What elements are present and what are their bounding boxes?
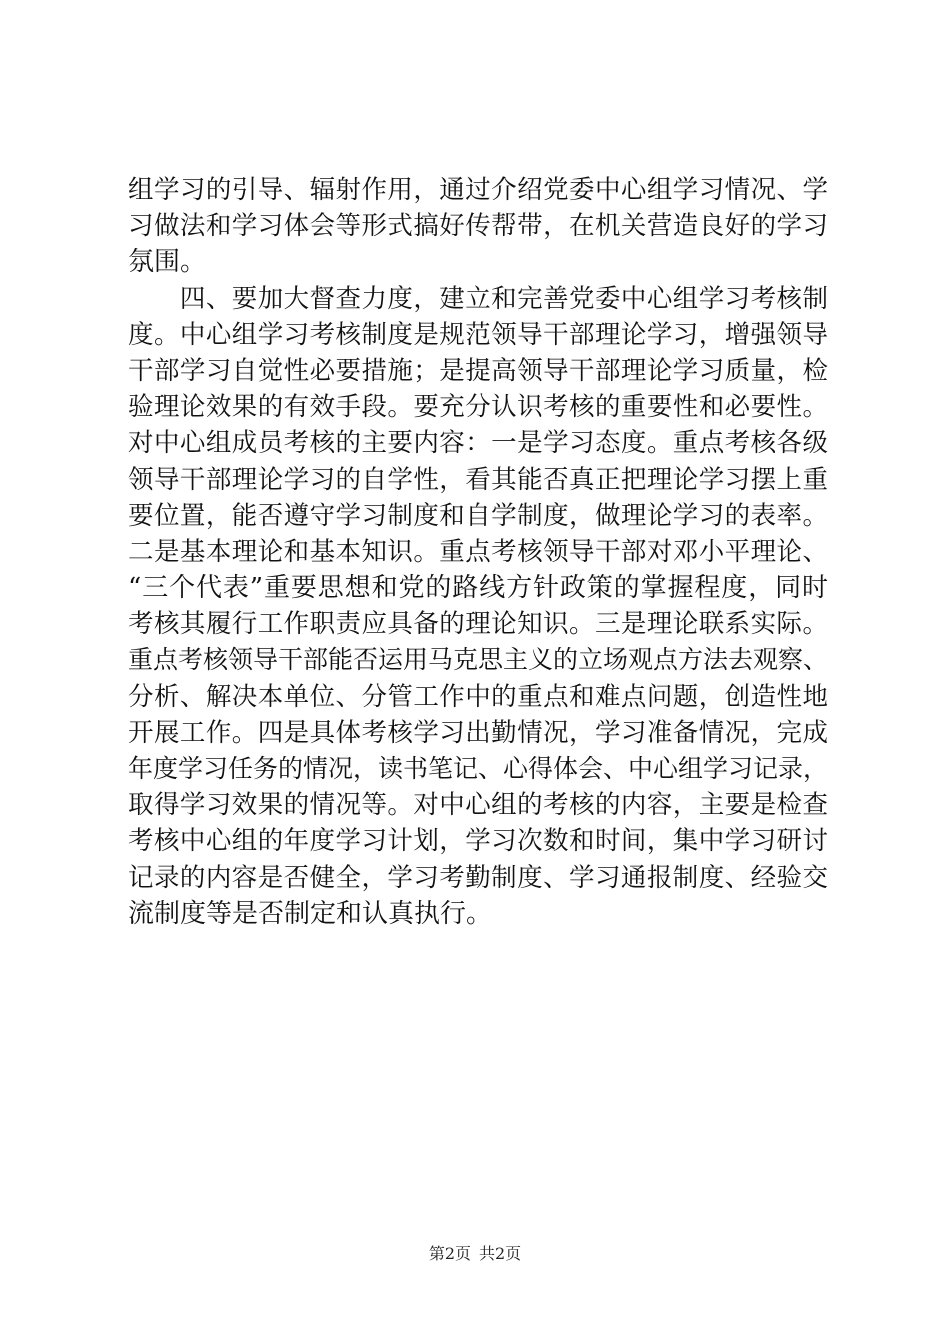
body-line: 组学习的引导、辐射作用，通过介绍党委中心组学习情况、学 [128,175,828,205]
body-line: 度。中心组学习考核制度是规范领导干部理论学习，增强领导 [128,319,828,350]
body-line: 分析、解决本单位、分管工作中的重点和难点问题，创造性地 [128,681,828,712]
body-line: 干部学习自觉性必要措施；是提高领导干部理论学习质量，检 [128,355,828,386]
body-line: 习做法和学习体会等形式搞好传帮带，在机关营造良好的学习 [128,211,828,242]
body-line: 考核中心组的年度学习计划，学习次数和时间，集中学习研讨 [128,826,828,857]
body-line: 重点考核领导干部能否运用马克思主义的立场观点方法去观察、 [128,645,829,675]
body-line: 二是基本理论和基本知识。重点考核领导干部对邓小平理论、 [128,536,828,567]
body-line: 流制度等是否制定和认真执行。 [128,898,493,929]
body-line: 要位置，能否遵守学习制度和自学制度，做理论学习的表率。 [128,500,828,531]
body-line: 验理论效果的有效手段。要充分认识考核的重要性和必要性。 [128,392,828,423]
page-footer [0,1244,950,1264]
body-line: 领导干部理论学习的自学性，看其能否真正把理论学习摆上重 [128,464,828,495]
body-line: 记录的内容是否健全，学习考勤制度、学习通报制度、经验交 [128,862,828,893]
body-line: 年度学习任务的情况，读书笔记、心得体会、中心组学习记录， [128,754,829,783]
document-body [128,172,828,932]
body-line: 取得学习效果的情况等。对中心组的考核的内容，主要是检查 [128,790,828,821]
body-line: “三个代表”重要思想和党的路线方针政策的掌握程度，同时 [128,573,828,604]
page-total: 共2页 [479,1244,522,1263]
page-number: 第2页 [428,1244,471,1263]
body-line: 考核其履行工作职责应具备的理论知识。三是理论联系实际。 [128,609,828,640]
body-line: 氛围。 [128,247,207,278]
body-line: 四、要加大督查力度，建立和完善党委中心组学习考核制 [128,283,828,314]
body-line: 开展工作。四是具体考核学习出勤情况，学习准备情况，完成 [128,717,828,748]
body-line: 对中心组成员考核的主要内容：一是学习态度。重点考核各级 [128,428,828,459]
